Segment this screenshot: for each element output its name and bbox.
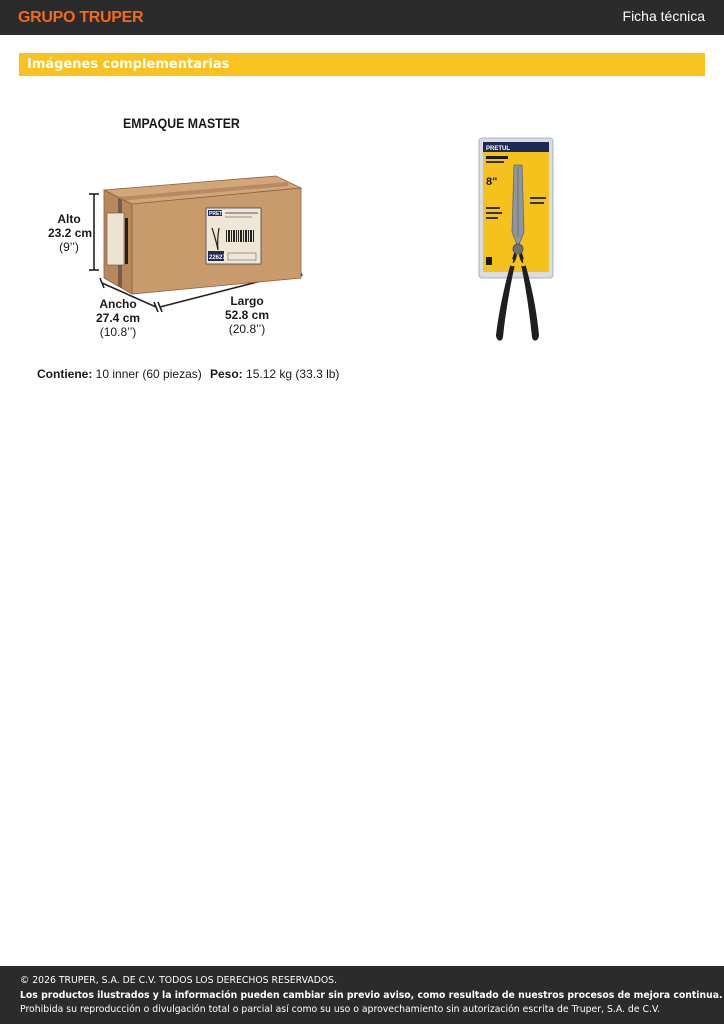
document-type: Ficha técnica <box>622 8 705 24</box>
reproduction-notice: Prohibida su reproducción o divulgación total o parcial así como su uso o aprovechamiento sin autorización escrita de Truper, S.A. de C.V. <box>20 1004 661 1015</box>
svg-text:8": 8" <box>486 176 498 188</box>
contents-spec <box>37 367 202 381</box>
master-pack-title: EMPAQUE MASTER <box>123 115 240 131</box>
height-metric: 23.2 cm <box>48 226 93 240</box>
svg-text:22627: 22627 <box>209 255 226 261</box>
section-header <box>19 53 705 76</box>
height-imperial: (9’’) <box>59 240 79 254</box>
length-imperial: (20.8’’) <box>228 322 266 336</box>
width-metric: 27.4 cm <box>96 311 141 325</box>
brand-logo: GRUPO TRUPER <box>18 9 144 26</box>
master-pack-figure <box>30 110 330 390</box>
weight-label: Peso: <box>210 367 243 381</box>
height-dimension <box>48 212 93 254</box>
length-dimension <box>223 294 271 336</box>
weight-spec <box>210 367 339 381</box>
long-nose-pliers-package-image <box>478 137 556 347</box>
header-bar <box>0 0 724 35</box>
weight-value: 15.12 kg (33.3 lb) <box>242 367 340 381</box>
copyright-text: © 2026 TRUPER, S.A. DE C.V. TODOS LOS DERECHOS RESERVADOS. <box>20 975 338 986</box>
width-label: Ancho <box>99 297 137 311</box>
section-title: Imágenes complementarias <box>27 57 230 72</box>
disclaimer-text: Los productos ilustrados y la información pueden cambiar sin previo aviso, como resultado de nuestros procesos de mejora continua. <box>20 990 723 1001</box>
length-metric: 52.8 cm <box>224 308 270 322</box>
width-imperial: (10.8’’) <box>99 325 137 339</box>
length-label: Largo <box>230 294 264 308</box>
footer <box>0 966 724 1024</box>
height-label: Alto <box>57 212 81 226</box>
svg-text:PRETUL: PRETUL <box>209 211 229 217</box>
width-dimension <box>96 297 140 339</box>
contents-value: 10 inner (60 piezas) <box>92 367 202 381</box>
contents-label: Contiene: <box>37 367 93 381</box>
svg-text:PRETUL: PRETUL <box>486 146 510 152</box>
